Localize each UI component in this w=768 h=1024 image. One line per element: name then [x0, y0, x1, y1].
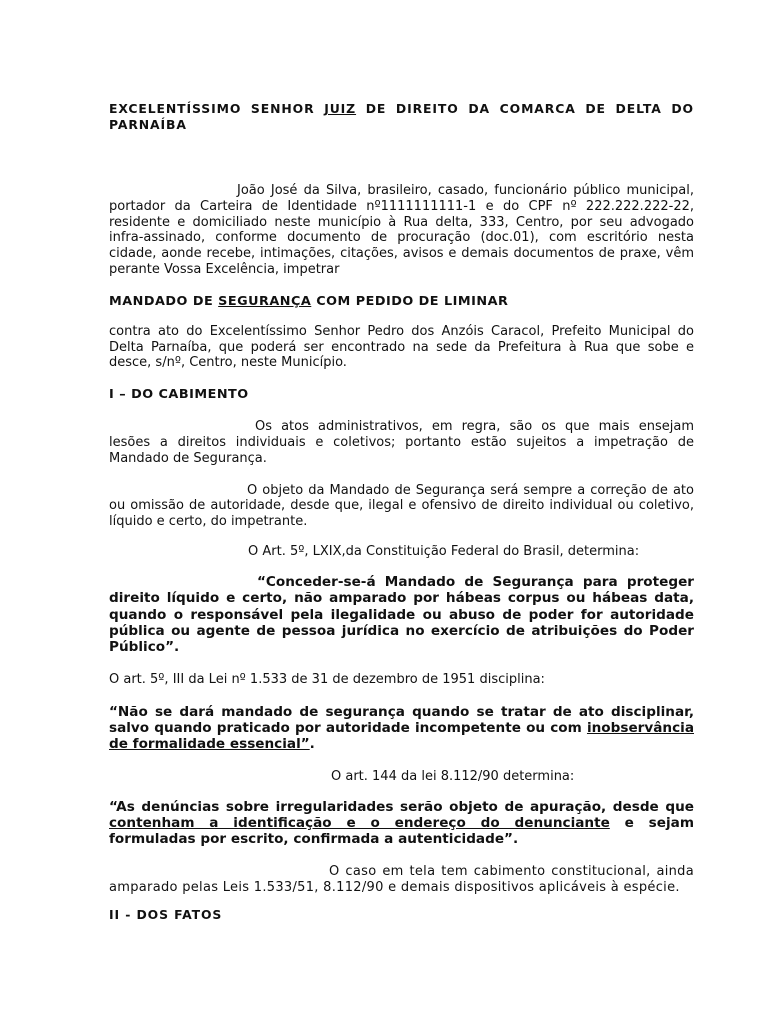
art144-quote-underlined: contenham a identificação e o endereço do denunciante	[109, 815, 610, 831]
mandado-title-rest: COM PEDIDO DE LIMINAR	[311, 293, 509, 309]
constitution-quote: “Conceder-se-á Mandado de Segurança para proteger direito líquido e certo, não amparado por hábeas corpus ou hábeas data, quando o responsável pela ilegalidade ou abuso de poder for autoridade pública ou agente de pessoa jurídica no exercício de atribuições do Poder Público”.	[109, 573, 694, 656]
lei1533-quote	[109, 704, 694, 753]
lei1533-quote-text: “Não se dará mandado de segurança quando se tratar de ato disciplinar, salvo quando praticado por autoridade incompetente ou com	[109, 703, 694, 736]
contra-paragraph: contra ato do Excelentíssimo Senhor Pedro dos Anzóis Caracol, Prefeito Municipal do Delta Parnaíba, que poderá ser encontrado na sede da Prefeitura à Rua que sobe e desce, s/nº, Centro, neste Município.	[109, 323, 694, 371]
cabimento-paragraph-2: O objeto da Mandado de Segurança será sempre a correção de ato ou omissão de autoridade, desde que, ilegal e ofensivo de direito individual ou coletivo, líquido e certo, do impetrante.	[109, 482, 694, 530]
mandado-title-text: MANDADO DE	[109, 293, 219, 309]
lei1533-quote-underlined: inobservância de formalidade essencial”	[109, 719, 694, 753]
mandado-title	[109, 294, 694, 310]
heading-text: EXCELENTÍSSIMO SENHOR	[109, 101, 325, 116]
document-addressee-heading	[109, 101, 694, 133]
caso-paragraph: O caso em tela tem cabimento constitucional, ainda amparado pelas Leis 1.533/51, 8.112/90 e demais dispositivos aplicáveis à espécie.	[109, 863, 694, 895]
heading-juiz-underlined: JUIZ	[324, 101, 357, 116]
cabimento-paragraph-1: Os atos administrativos, em regra, são os que mais ensejam lesões a direitos individuais e coletivos; portanto estão sujeitos a impetração de Mandado de Segurança.	[109, 419, 694, 466]
heading-text-rest: DE DIREITO DA COMARCA DE DELTA DO PARNAÍBA	[109, 101, 694, 132]
art144-quote	[109, 799, 694, 848]
document-page	[109, 101, 694, 923]
intro-paragraph: João José da Silva, brasileiro, casado, funcionário público municipal, portador da Carteira de Identidade nº1111111111-1 e do CPF nº 222.222.222-22, residente e domiciliado neste município à Rua delta, 333, Centro, por seu advogado infra-assinado, conforme documento de procuração (doc.01), com escritório nesta cidade, aonde recebe, intimações, citações, avisos e demais documentos de praxe, vêm perante Vossa Excelência, impetrar	[109, 183, 694, 277]
mandado-title-underlined: SEGURANÇA	[218, 293, 312, 309]
art5-intro: O Art. 5º, LXIX,da Constituição Federal do Brasil, determina:	[248, 543, 640, 559]
art144-quote-text: “As denúncias sobre irregularidades serão objeto de apuração, desde que	[109, 798, 694, 815]
lei1533-intro: O art. 5º, III da Lei nº 1.533 de 31 de dezembro de 1951 disciplina:	[109, 671, 545, 687]
art144-quote-end: e sejam formuladas por escrito, confirmada a autenticidade”.	[109, 815, 694, 848]
lei1533-quote-end: .	[309, 736, 315, 753]
section-fatos-heading: II - DOS FATOS	[109, 907, 223, 923]
section-cabimento-heading: I – DO CABIMENTO	[109, 387, 249, 403]
art144-intro: O art. 144 da lei 8.112/90 determina:	[331, 768, 575, 784]
